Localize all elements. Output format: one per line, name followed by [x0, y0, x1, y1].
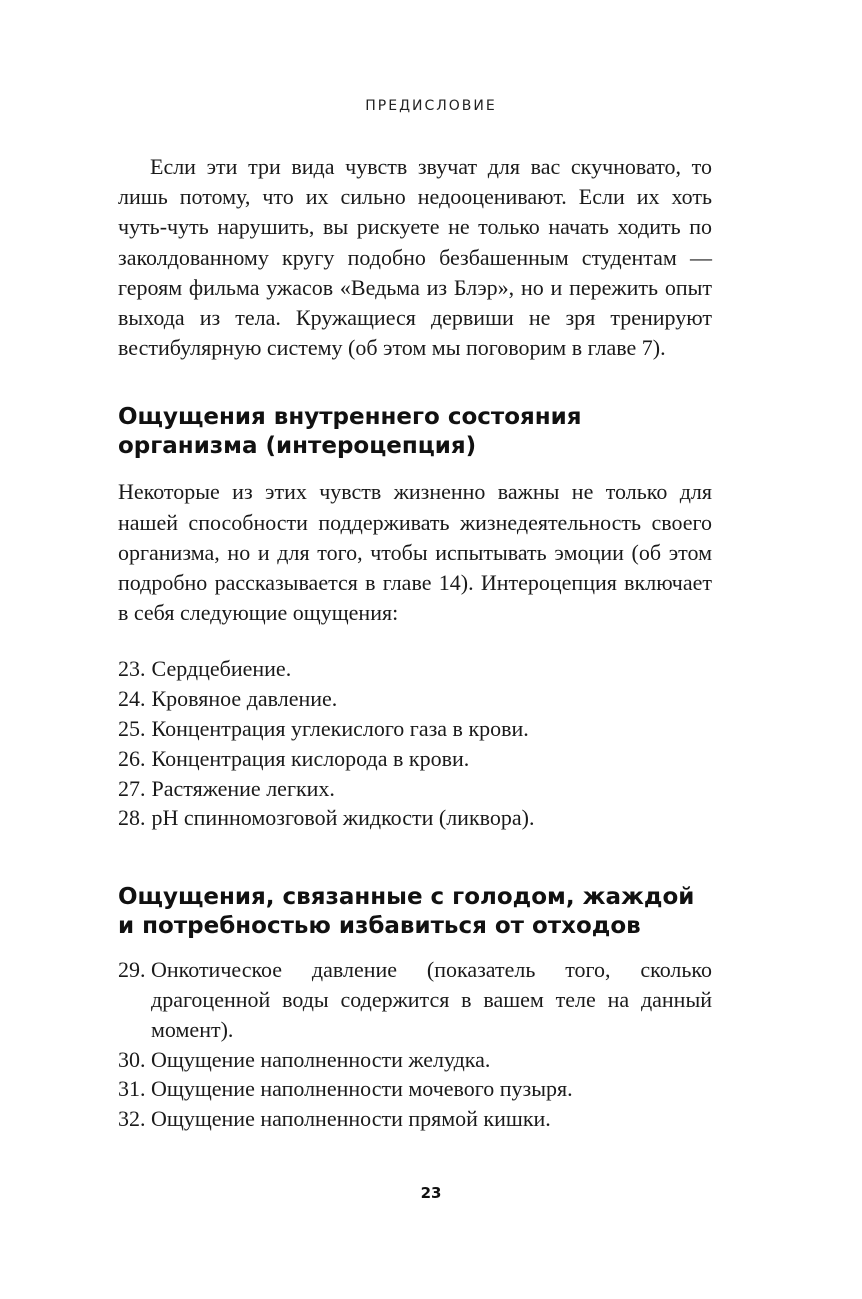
list-item-text: Сердцебиение.	[151, 656, 292, 682]
list-item-text: pH спинномозговой жидкости (ликвора).	[151, 805, 535, 831]
hunger-thirst-list	[118, 955, 712, 1134]
list-item	[118, 774, 712, 804]
list-item-number: 26.	[118, 745, 146, 771]
list-item	[118, 1104, 712, 1134]
section-paragraph-interoception: Некоторые из этих чувств жизненно важны не только для нашей способности поддерживать жизнедеятельность своего организма, но и для того, чтобы испытывать эмоции (об этом подробно рассказывается в главе 14). Интероцепция включает в себя следующие ощущения:	[118, 479, 712, 626]
list-item-number: 23.	[118, 656, 146, 682]
list-item-number: 28.	[118, 805, 146, 831]
section-heading-interoception: Ощущения внутреннего состояния организма (интероцепция)	[118, 404, 582, 460]
list-item-number: 32.	[118, 1106, 146, 1132]
list-item-text: Онкотическое давление (показатель того, сколько драгоценной воды содержится в вашем теле на данный момент).	[151, 957, 712, 1042]
list-item-text: Ощущение наполненности прямой кишки.	[151, 1106, 551, 1132]
list-item	[118, 684, 712, 714]
list-item	[118, 654, 712, 684]
list-item-text: Концентрация углекислого газа в крови.	[151, 716, 529, 742]
interoception-list	[118, 654, 712, 833]
list-item-number: 24.	[118, 686, 146, 712]
list-item	[118, 744, 712, 774]
page-content	[118, 152, 712, 1134]
section-heading-hunger-thirst: Ощущения, связанные с голодом, жаждой и потребностью избавиться от отходов	[118, 884, 695, 940]
list-item-number: 27.	[118, 775, 146, 801]
list-item-text: Ощущение наполненности мочевого пузыря.	[151, 1076, 573, 1102]
list-item-text: Кровяное давление.	[151, 686, 338, 712]
list-item-number: 30.	[118, 1046, 146, 1072]
list-item-number: 25.	[118, 716, 146, 742]
list-item	[118, 803, 712, 833]
list-item-number: 29.	[118, 957, 146, 983]
page-number: 23	[420, 1184, 442, 1202]
list-item-text: Концентрация кислорода в крови.	[151, 745, 470, 771]
list-item-text: Ощущение наполненности желудка.	[151, 1046, 491, 1072]
running-head: ПРЕДИСЛОВИЕ	[365, 98, 497, 114]
list-item	[118, 1045, 712, 1075]
list-item-number: 31.	[118, 1076, 146, 1102]
intro-paragraph: Если эти три вида чувств звучат для вас скучновато, то лишь потому, что их сильно недооценивают. Если их хоть чуть-чуть нарушить, вы рискуете не только начать ходить по заколдованному кругу подобно безбашенным студентам — героям фильма ужасов «Ведьма из Блэр», но и пережить опыт выхода из тела. Кружащиеся дервиши не зря тренируют вестибулярную систему (об этом мы поговорим в главе 7).	[118, 154, 712, 361]
list-item	[118, 1074, 712, 1104]
list-item	[118, 955, 712, 1044]
list-item	[118, 714, 712, 744]
list-item-text: Растяжение легких.	[151, 775, 335, 801]
